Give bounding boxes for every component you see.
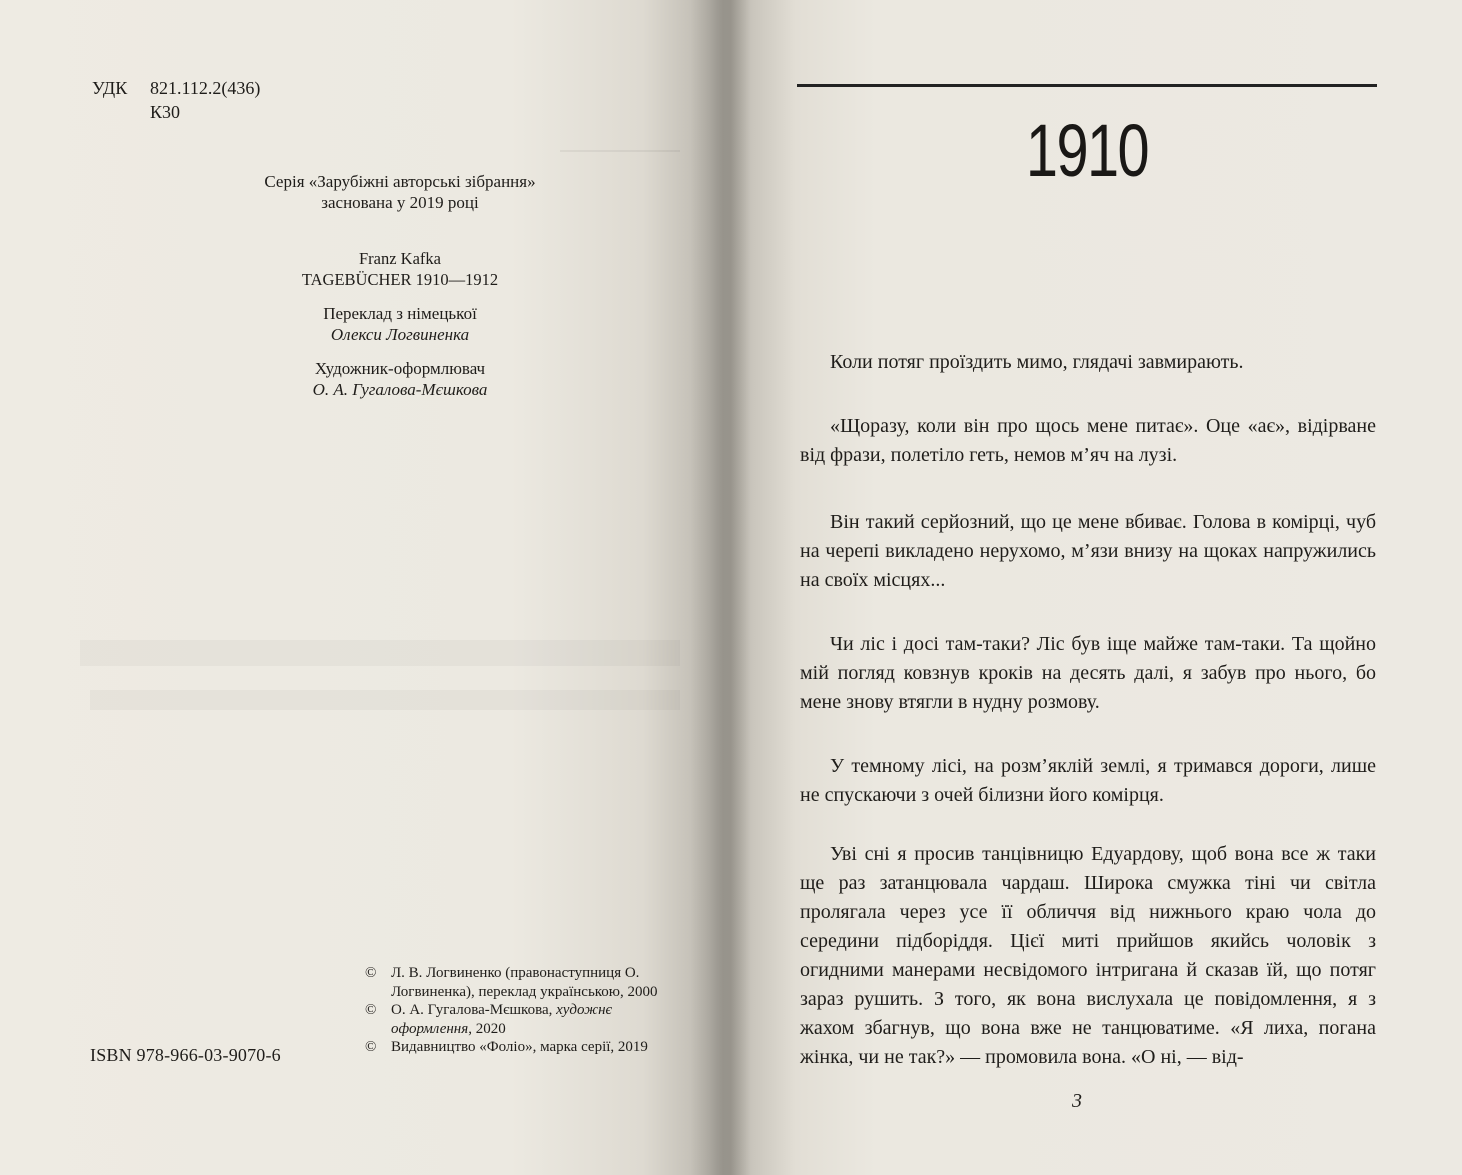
paragraph: Коли потяг проїздить мимо, глядачі завмирають. bbox=[830, 351, 1244, 373]
paragraph: Чи ліс і досі там-таки? Ліс був іще майже там-таки. Та щойно мій погляд ковзнув кроків на десять далі, я забув про нього, бо мене знову втягли в нудну розмову. bbox=[800, 633, 1376, 713]
copyright-text: О. А. Гугалова-Мєшкова, художнє оформлення, 2020 bbox=[391, 1002, 613, 1037]
udc-block bbox=[92, 76, 260, 124]
page-number: 3 bbox=[1072, 1090, 1082, 1112]
copyright-item bbox=[365, 1001, 685, 1038]
udc-label: УДК bbox=[92, 78, 128, 98]
chapter-rule bbox=[797, 84, 1377, 87]
chapter-year-heading: 1910 bbox=[1025, 109, 1149, 192]
copyright-text: Л. В. Логвиненко (правонаступниця О. Логвиненка), переклад українською, 2000 bbox=[391, 965, 658, 1000]
series-info bbox=[230, 171, 570, 213]
copyright-text: Видавництво «Фоліо», марка серії, 2019 bbox=[391, 1039, 648, 1055]
udc-value: 821.112.2(436) bbox=[150, 78, 261, 98]
copyright-item bbox=[365, 964, 685, 1001]
original-author: Franz Kafka bbox=[358, 249, 441, 268]
copyright-item bbox=[365, 1038, 685, 1057]
show-through-mark bbox=[560, 150, 680, 152]
show-through-mark bbox=[90, 690, 680, 710]
paragraph: «Щоразу, коли він про щось мене питає». Оце «ає», відірване від фрази, полетіло геть, немов м’яч на лузі. bbox=[800, 415, 1376, 466]
paragraph: Уві сні я просив танцівницю Едуардову, щоб вона все ж таки ще раз затанцювала чардаш. Широка смужка тіні чи світла пролягала через усе її обличчя від нижнього краю чола до середини підборіддя. Цієї миті прийшов якийсь чоловік з огидними манерами несвідомого інтригана й сказав їй, що потяг зараз рушить. З того, як вона вислухала це повідомлення, я з жахом збагнув, що вона вже не танцюватиме. «Я лиха, погана жінка, чи не так?» — промовила вона. «О ні, — від- bbox=[800, 843, 1376, 1068]
designer-info bbox=[230, 358, 570, 400]
series-line-1: Серія «Зарубіжні авторські зібрання» bbox=[264, 172, 536, 191]
designer-label: Художник-оформлювач bbox=[314, 359, 486, 378]
copyright-block bbox=[365, 964, 685, 1057]
copyright-symbol: © bbox=[365, 1039, 377, 1055]
translation-info bbox=[230, 303, 570, 345]
left-page bbox=[0, 0, 730, 1175]
show-through-mark bbox=[80, 640, 680, 666]
copyright-symbol: © bbox=[365, 965, 377, 981]
translation-label: Переклад з німецької bbox=[323, 304, 477, 323]
original-info bbox=[230, 248, 570, 290]
designer-name: О. А. Гугалова-Мєшкова bbox=[312, 380, 488, 399]
isbn: ISBN 978-966-03-9070-6 bbox=[90, 1045, 281, 1065]
translator-name: Олекси Логвиненка bbox=[330, 325, 470, 344]
paragraph: У темному лісі, на розм’яклій землі, я тримався дороги, лише не спускаючи з очей білизни його комірця. bbox=[800, 755, 1376, 806]
paragraph: Він такий серйозний, що це мене вбиває. Голова в комірці, чуб на черепі викладено нерухомо, м’язи внизу на щоках напружились на своїх місцях... bbox=[800, 511, 1376, 591]
book-gutter bbox=[690, 0, 750, 1175]
series-line-2: заснована у 2019 році bbox=[321, 193, 479, 212]
author-code: К30 bbox=[150, 102, 181, 122]
original-title: TAGEBÜCHER 1910—1912 bbox=[301, 270, 499, 289]
copyright-symbol: © bbox=[365, 1002, 377, 1018]
